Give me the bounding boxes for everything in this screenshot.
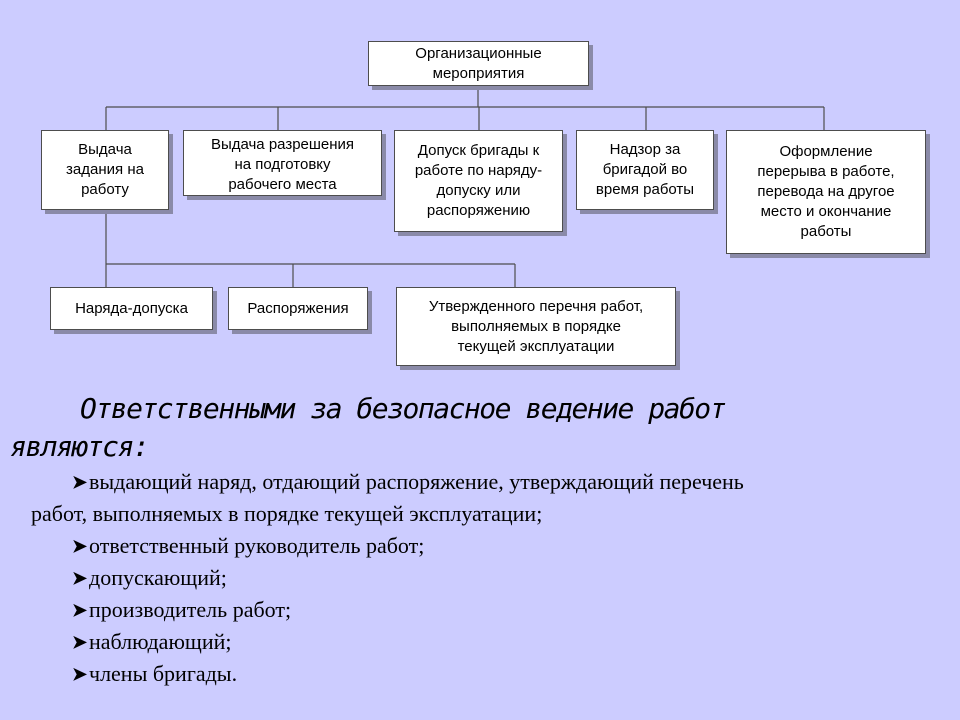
node-label: Надзор за бригадой во время работы xyxy=(595,141,695,198)
double-arrow-right-icon: ➤ xyxy=(72,664,88,684)
node-work-permit xyxy=(50,287,213,330)
list-item xyxy=(72,562,227,594)
double-arrow-right-icon: ➤ xyxy=(72,536,88,556)
node-label: Выдача задания на работу xyxy=(66,141,144,198)
list-item xyxy=(72,466,744,498)
list-item-text: наблюдающий; xyxy=(89,629,232,654)
list-item-text: производитель работ; xyxy=(89,597,292,622)
heading-line-2: являются: xyxy=(10,430,149,463)
double-arrow-right-icon: ➤ xyxy=(72,600,88,620)
node-label: Организационные мероприятия xyxy=(415,44,542,82)
node-label: Допуск бригады к работе по наряду- допуску или распоряжению xyxy=(414,142,543,219)
node-workplace-preparation-permit xyxy=(183,130,382,196)
list-item-text: работ, выполняемых в порядке текущей эксплуатации; xyxy=(31,501,543,526)
node-organizational-measures xyxy=(368,41,589,86)
heading-line-1: Ответственными за безопасное ведение работ xyxy=(80,392,726,425)
node-task-issuance xyxy=(41,130,169,210)
node-approved-work-list xyxy=(396,287,676,366)
double-arrow-right-icon: ➤ xyxy=(72,568,88,588)
node-label: Утвержденного перечня работ, выполняемых в порядке текущей эксплуатации xyxy=(428,297,644,355)
node-break-transfer-completion xyxy=(726,130,926,254)
double-arrow-right-icon: ➤ xyxy=(72,632,88,652)
node-crew-supervision xyxy=(576,130,714,210)
list-item-text: члены бригады. xyxy=(89,661,238,686)
list-item-text: ответственный руководитель работ; xyxy=(89,533,425,558)
node-label: Наряда-допуска xyxy=(75,299,188,317)
node-label: Оформление перерыва в работе, перевода на другое место и окончание работы xyxy=(757,143,895,240)
node-order xyxy=(228,287,368,330)
list-item xyxy=(72,530,424,562)
list-item xyxy=(72,594,291,626)
node-crew-admission xyxy=(394,130,563,232)
list-item xyxy=(72,626,231,658)
list-item-continuation xyxy=(31,498,542,529)
node-label: Выдача разрешения на подготовку рабочего места xyxy=(210,136,355,193)
list-item xyxy=(72,658,237,690)
node-label: Распоряжения xyxy=(247,299,349,317)
list-item-text: выдающий наряд, отдающий распоряжение, утверждающий перечень xyxy=(89,469,744,494)
list-item-text: допускающий; xyxy=(89,565,227,590)
double-arrow-right-icon: ➤ xyxy=(72,472,88,492)
